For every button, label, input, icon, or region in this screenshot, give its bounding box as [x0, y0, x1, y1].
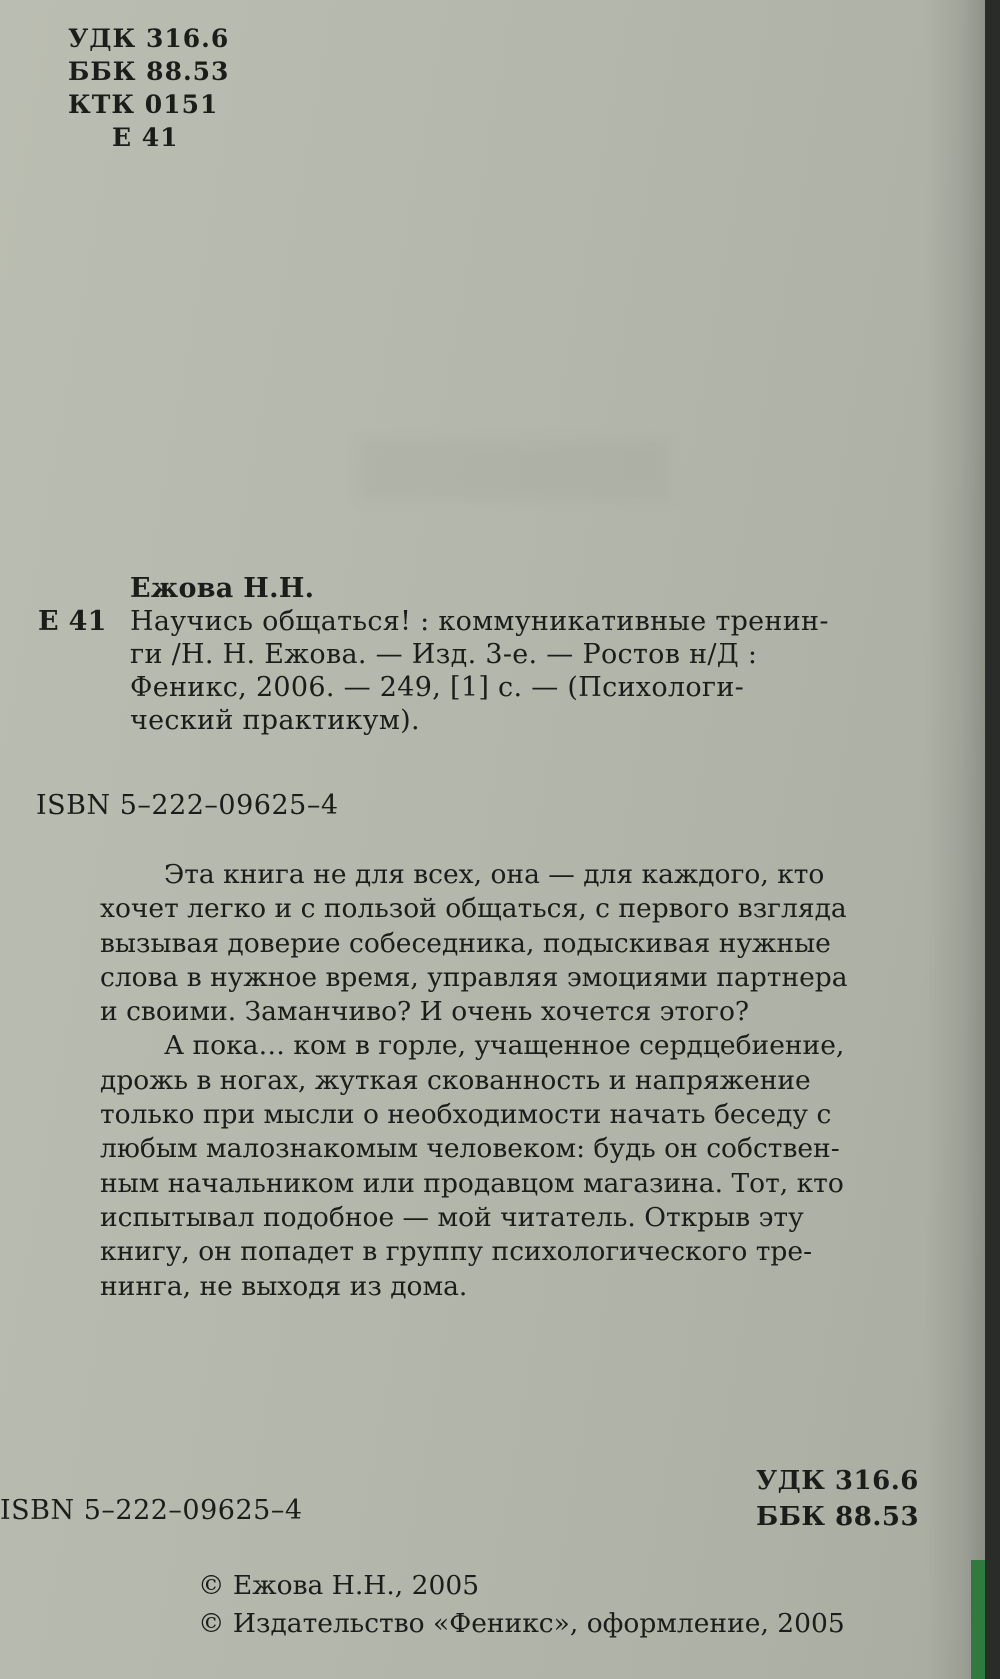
annotation-line: только при мысли о необходимости начать беседу с	[100, 1099, 832, 1131]
record-code: Е 41	[38, 606, 107, 637]
cover-edge-strip	[971, 1560, 985, 1679]
record-description	[130, 605, 938, 737]
udk-code: УДК 316.6	[68, 24, 230, 53]
annotation-line: любым малознакомым человеком: будь он собствен-	[100, 1133, 840, 1165]
annotation-line: А пока… ком в горле, учащенное сердцебиение,	[164, 1030, 845, 1062]
description-line: Научись общаться! : коммуникативные тренин-	[130, 606, 829, 637]
classification-codes-top	[68, 22, 229, 154]
annotation-line: слова в нужное время, управляя эмоциями партнера	[100, 961, 848, 993]
page-edge-shadow	[925, 0, 985, 1679]
annotation-line: дрожь в ногах, жуткая скованность и напряжение	[100, 1064, 811, 1096]
copyright-author: © Ежова Н.Н., 2005	[198, 1570, 480, 1601]
annotation-line: испытывал подобное — мой читатель. Открыв эту	[100, 1201, 804, 1233]
record-body	[38, 605, 938, 737]
footer-udk-code: УДК 316.6	[756, 1466, 919, 1496]
show-through-ghost	[360, 440, 670, 500]
annotation-line: книгу, он попадет в группу психологического тре-	[100, 1236, 813, 1268]
classification-codes-bottom	[756, 1463, 919, 1535]
annotation-line: нинга, не выходя из дома.	[100, 1270, 468, 1302]
copyright-publisher: © Издательство «Феникс», оформление, 2005	[198, 1608, 845, 1639]
author-mark: Е 41	[112, 123, 179, 152]
bbk-code: ББК 88.53	[68, 57, 230, 86]
record-author: Ежова Н.Н.	[130, 573, 315, 604]
bibliographic-record	[38, 572, 938, 737]
annotation-text	[100, 858, 930, 1304]
footer-bbk-code: ББК 88.53	[756, 1502, 920, 1532]
annotation-line: ным начальником или продавцом магазина. Тот, кто	[100, 1167, 844, 1199]
record-isbn: ISBN 5–222–09625–4	[36, 790, 339, 821]
footer-isbn: ISBN 5–222–09625–4	[0, 1495, 303, 1526]
annotation-line: Эта книга не для всех, она — для каждого, кто	[164, 859, 825, 890]
copyright-block	[198, 1567, 845, 1643]
annotation-line: вызывая доверие собеседника, подыскивая нужные	[100, 927, 831, 959]
annotation-line: и своими. Заманчиво? И очень хочется этого?	[100, 996, 750, 1028]
description-line: ги /Н. Н. Ежова. — Изд. 3-е. — Ростов н/Д :	[130, 639, 758, 670]
annotation-line: хочет легко и с пользой общаться, с первого взгляда	[100, 893, 847, 925]
description-line: Феникс, 2006. — 249, [1] с. — (Психологи-	[130, 672, 745, 703]
ktk-code: КТК 0151	[68, 90, 219, 119]
description-line: ческий практикум).	[130, 705, 420, 736]
